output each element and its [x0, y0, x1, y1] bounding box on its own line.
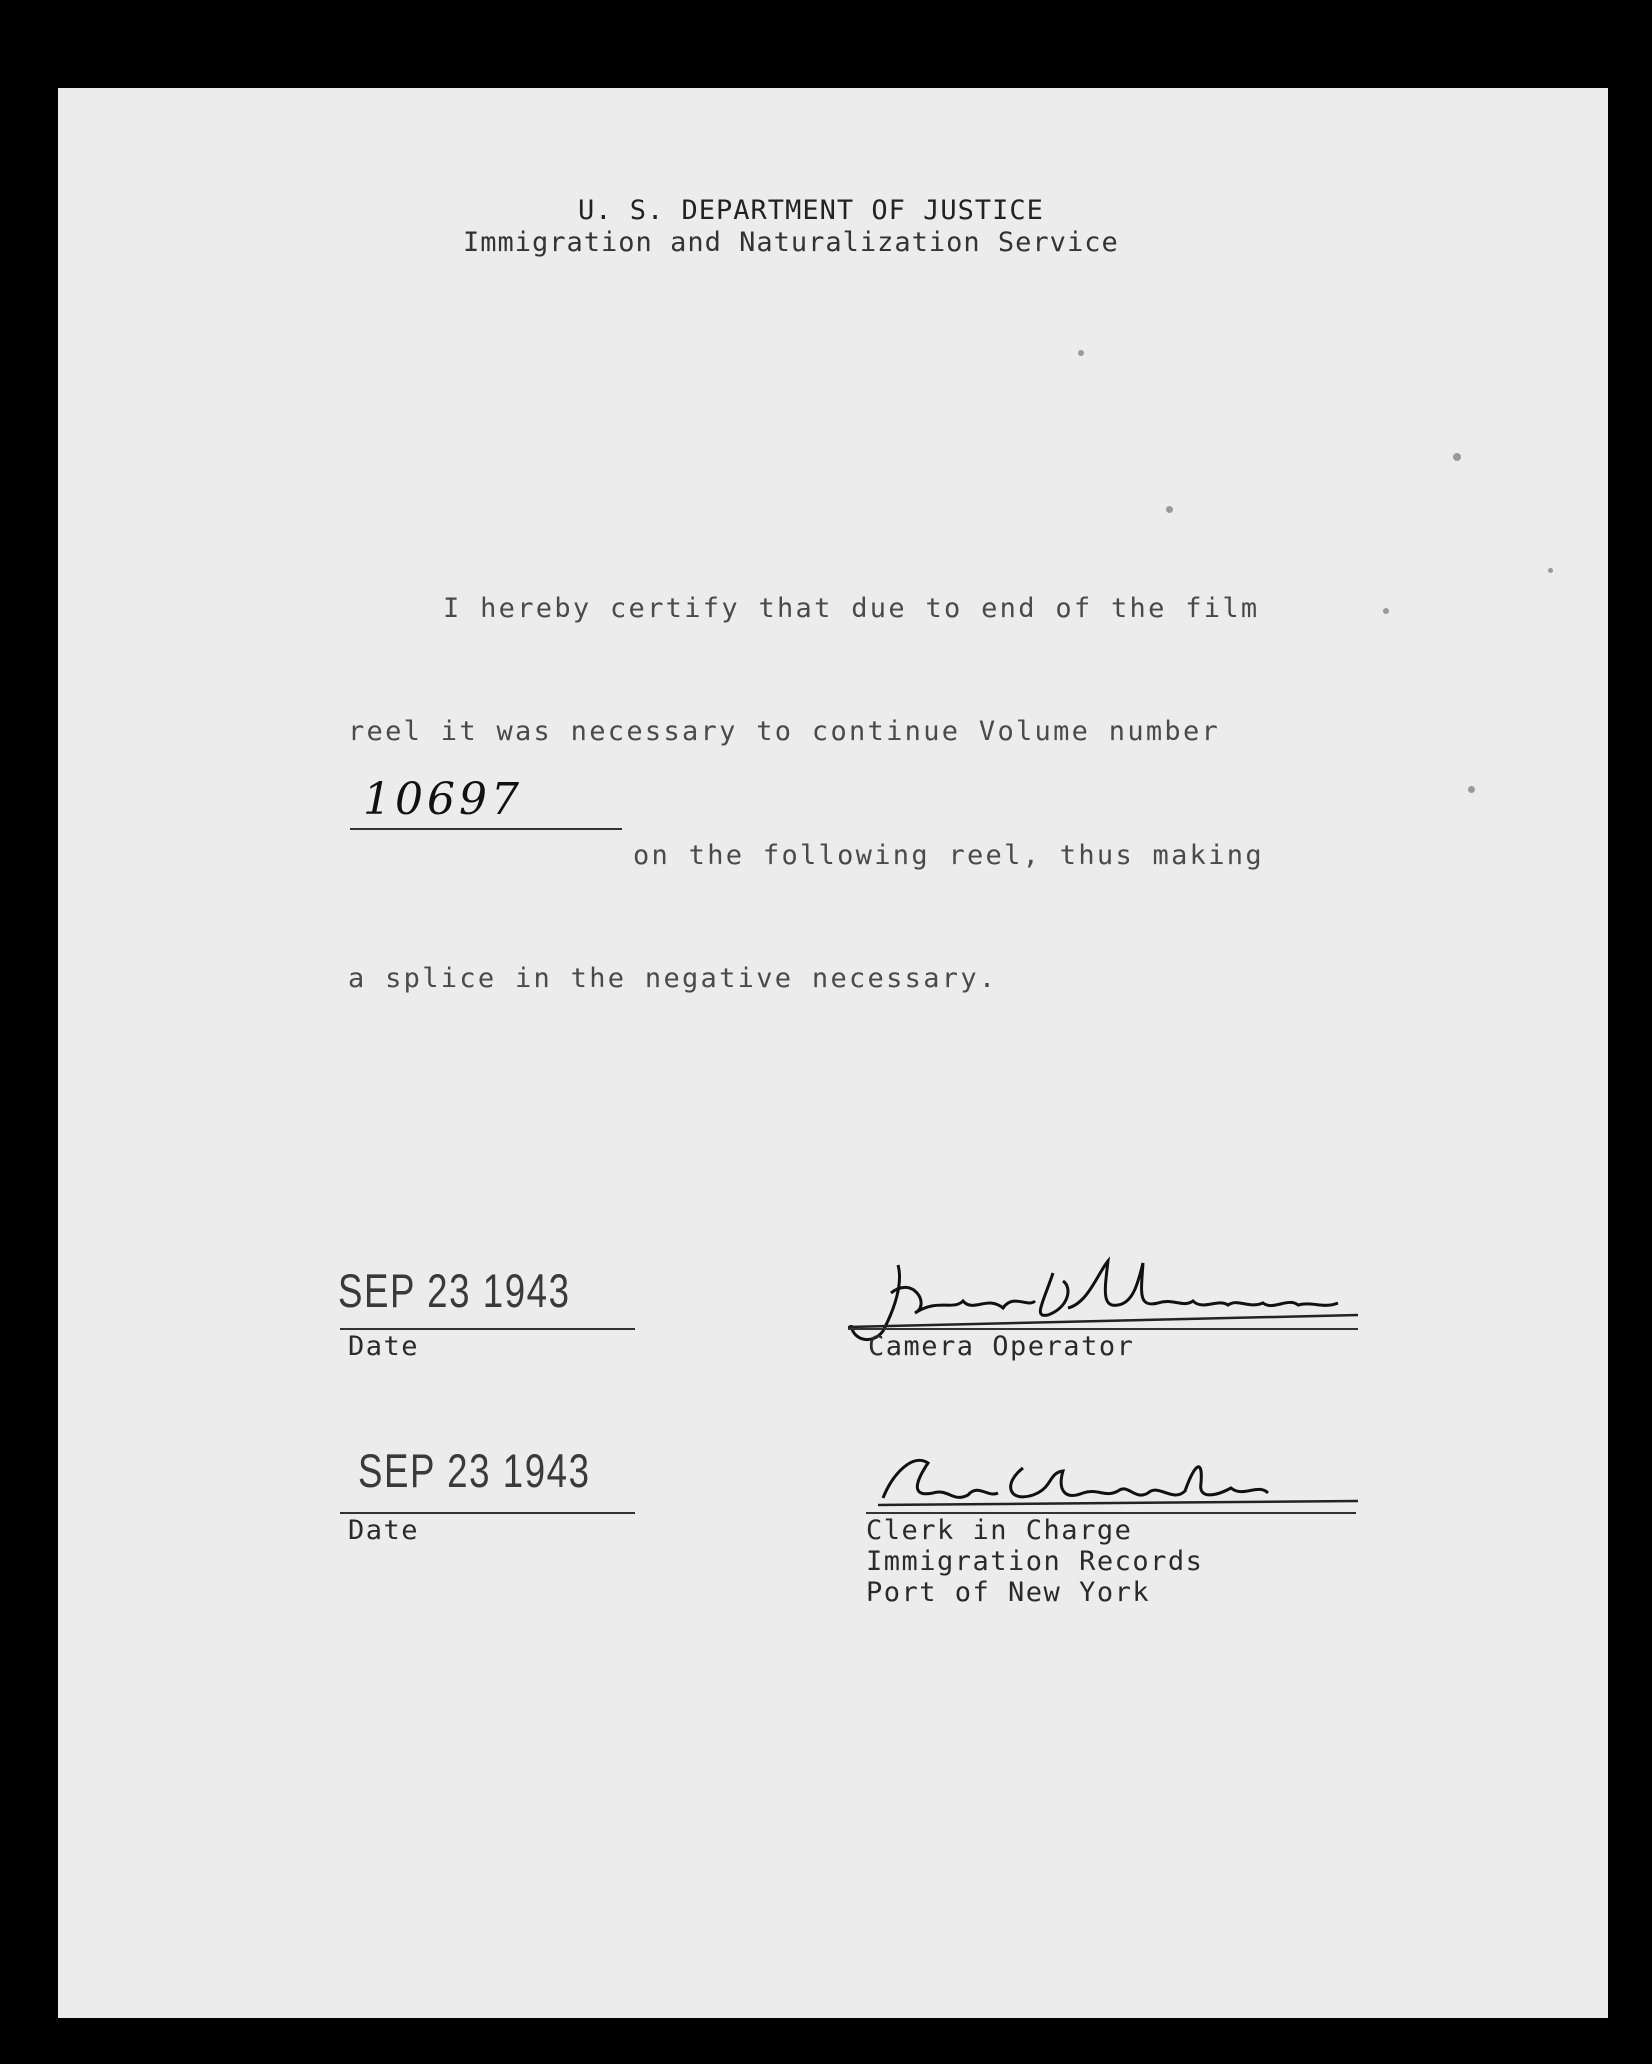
dust-speck	[1453, 453, 1461, 461]
date-stamp-camera: SEP 23 1943	[338, 1264, 571, 1317]
certification-line-1: I hereby certify that due to end of the film	[443, 593, 1260, 624]
clerk-role-line-3: Port of New York	[866, 1577, 1151, 1608]
signature-rule-clerk	[866, 1512, 1356, 1514]
dust-speck	[1548, 568, 1553, 573]
certification-line-2: reel it was necessary to continue Volume number	[348, 716, 1221, 747]
dust-speck	[1166, 506, 1173, 513]
department-title: U. S. DEPARTMENT OF JUSTICE	[578, 195, 1044, 226]
date-label-clerk: Date	[348, 1515, 420, 1546]
document-page	[58, 88, 1608, 2018]
date-rule-camera	[340, 1328, 635, 1330]
volume-number-blank	[350, 828, 622, 830]
signature-rule-camera	[848, 1328, 1358, 1330]
clerk-role-line-2: Immigration Records	[866, 1546, 1204, 1577]
date-label-camera: Date	[348, 1331, 420, 1362]
certification-line-4: a splice in the negative necessary.	[348, 963, 998, 994]
camera-operator-label: Camera Operator	[868, 1331, 1135, 1362]
date-rule-clerk	[340, 1512, 635, 1514]
clerk-signature	[873, 1443, 1363, 1518]
volume-number-handwritten: 10697	[363, 774, 523, 825]
service-name: Immigration and Naturalization Service	[463, 227, 1119, 258]
certification-line-3: on the following reel, thus making	[633, 840, 1264, 871]
date-stamp-clerk: SEP 23 1943	[358, 1444, 591, 1497]
clerk-role-line-1: Clerk in Charge	[866, 1515, 1133, 1546]
dust-speck	[1468, 786, 1475, 793]
dust-speck	[1383, 608, 1389, 614]
dust-speck	[1078, 350, 1084, 356]
